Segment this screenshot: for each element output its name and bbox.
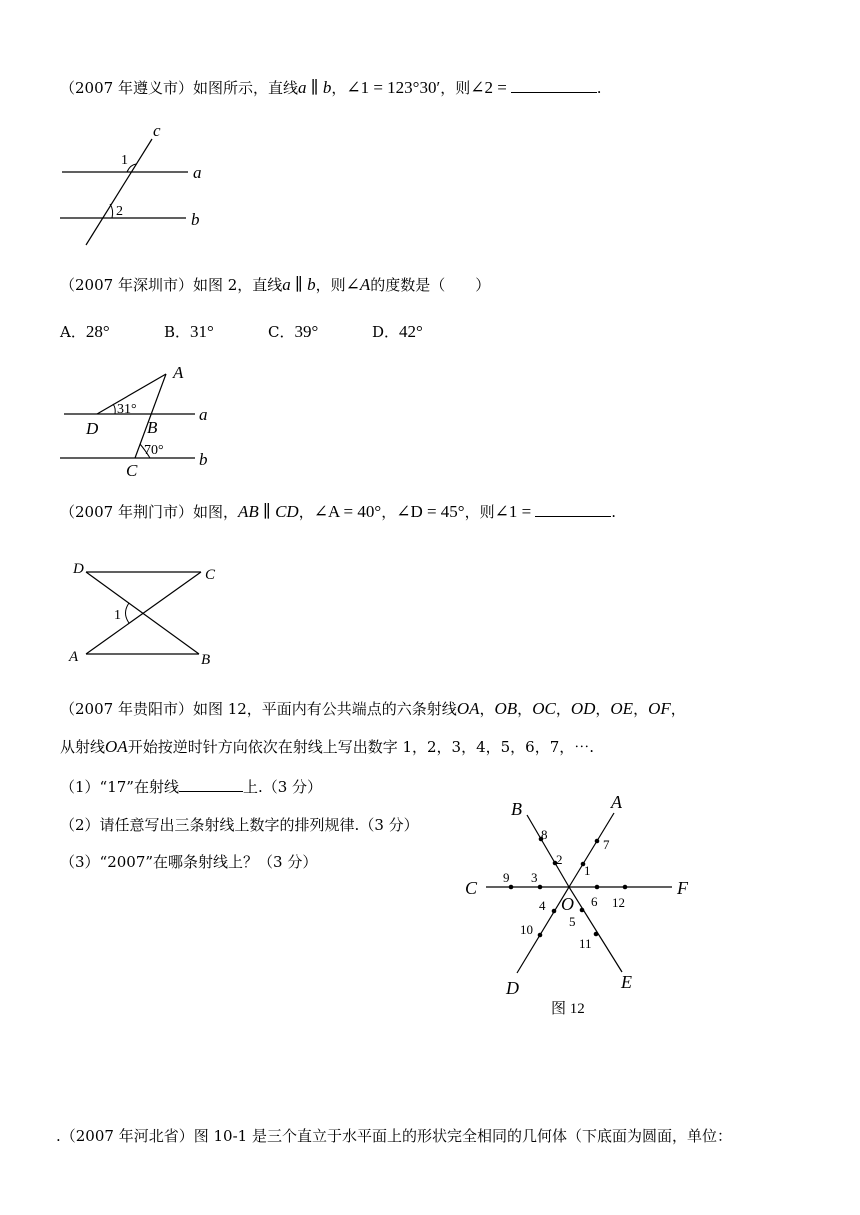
ray-numbers <box>503 827 625 951</box>
angle-1-given: ∠1 = 123°30′ <box>346 78 441 97</box>
angle-1-arc <box>126 603 130 623</box>
angle-1-asked: ∠1 = <box>494 502 532 521</box>
number-1: 1 <box>584 863 591 878</box>
label-c: c <box>153 121 161 140</box>
question-1: （2007 年遵义市）如图所示，直线a ∥ b，∠1 = 123°30′，则∠2 = . <box>60 78 602 97</box>
number-6: 6 <box>591 894 598 909</box>
question-4: （2007 年贵阳市）如图 12，平面内有公共端点的六条射线OA，OB，OC，OD，OE，OF， <box>60 699 686 718</box>
number-10: 10 <box>520 922 533 937</box>
option-b: B．31° <box>164 322 214 341</box>
label-B: B <box>511 799 522 819</box>
label-a: a <box>193 163 202 182</box>
q4-sub-3: （3）“2007”在哪条射线上？（3 分） <box>60 853 318 871</box>
angle-A-given: ∠A = 40° <box>313 502 382 521</box>
answer-blank <box>179 777 243 792</box>
option-a: A．28° <box>60 322 110 341</box>
angle-31-arc <box>113 404 115 414</box>
q4-line-2: 从射线OA开始按逆时针方向依次在射线上写出数字 1，2，3，4，5，6，7，⋯. <box>60 737 595 756</box>
question-3: （2007 年荆门市）如图，AB ∥ CD，∠A = 40°，∠D = 45°，则∠1 = . <box>60 502 617 521</box>
label-F: F <box>677 878 688 898</box>
label-angle-1: 1 <box>121 153 128 168</box>
label-C: C <box>465 878 478 898</box>
line-a-symbol: a <box>297 78 307 97</box>
number-3: 3 <box>531 870 538 885</box>
label-b: b <box>199 450 208 469</box>
q3-source: （2007 年荆门市）如图， <box>60 503 238 521</box>
label-angle-1: 1 <box>114 608 121 623</box>
parallel-symbol: ∥ <box>306 78 323 97</box>
number-7: 7 <box>603 837 610 852</box>
label-D: D <box>86 419 99 438</box>
option-d: D．42° <box>372 322 423 341</box>
q4-sub-2: （2）请任意写出三条射线上数字的排列规律.（3 分） <box>60 816 419 834</box>
figure-12 <box>465 792 689 1017</box>
answer-blank <box>535 502 611 517</box>
ray-OD-text: OD <box>570 699 596 718</box>
figure-caption: 图 12 <box>551 1001 585 1017</box>
number-4: 4 <box>539 898 546 913</box>
label-angle-2: 2 <box>116 204 123 219</box>
option-c: C．39° <box>268 322 319 341</box>
label-b: b <box>191 210 200 229</box>
angle-D-given: ∠D = 45° <box>396 502 465 521</box>
number-12: 12 <box>612 895 625 910</box>
q4-sub-1: （1）“17”在射线 上.（3 分） <box>60 778 323 796</box>
label-A: A <box>69 649 79 665</box>
q4-source: （2007 年贵阳市）如图 12，平面内有公共端点的六条射线 <box>60 700 457 718</box>
ray-OF-text: OF <box>648 699 671 718</box>
line-b-symbol: b <box>322 78 332 97</box>
line-c <box>86 139 152 245</box>
ab-parallel-cd: AB ∥ CD <box>237 502 299 521</box>
q2-options <box>60 321 476 343</box>
label-C: C <box>126 461 138 480</box>
label-A: A <box>611 792 622 812</box>
label-B: B <box>201 652 211 668</box>
label-D: D <box>73 561 84 577</box>
label-A: A <box>173 363 184 382</box>
question-2: （2007 年深圳市）如图 2，直线a ∥ b，则∠A的度数是（ ） <box>60 275 491 294</box>
number-2: 2 <box>556 852 563 867</box>
label-B: B <box>147 418 158 437</box>
label-70deg: 70° <box>144 443 164 458</box>
number-8: 8 <box>541 827 548 842</box>
label-a: a <box>199 405 208 424</box>
label-D: D <box>506 978 519 998</box>
question-5: .（2007 年河北省）图 10-1 是三个直立于水平面上的形状完全相同的几何体（下底面为圆面，单位： <box>56 1127 732 1145</box>
q1-source: （2007 年遵义市）如图所示，直线 <box>60 79 298 97</box>
number-5: 5 <box>569 914 576 929</box>
number-11: 11 <box>579 936 592 951</box>
ray-OB-text: OB <box>494 699 518 718</box>
label-E: E <box>621 972 632 992</box>
angle-2-asked: ∠2 = <box>470 78 507 97</box>
q2-source: （2007 年深圳市）如图 2，直线 <box>60 276 283 294</box>
ray-OE-text: OE <box>610 699 634 718</box>
number-9: 9 <box>503 870 510 885</box>
ray-OC-text: OC <box>532 699 556 718</box>
figure-2 <box>60 363 208 480</box>
figure-1 <box>60 121 202 245</box>
ray-OA-text: OA <box>456 699 480 718</box>
label-31deg: 31° <box>117 402 137 417</box>
label-C: C <box>205 567 216 583</box>
figure-3 <box>68 561 216 668</box>
angle-A: ∠A <box>345 275 371 294</box>
label-O: O <box>561 894 574 914</box>
